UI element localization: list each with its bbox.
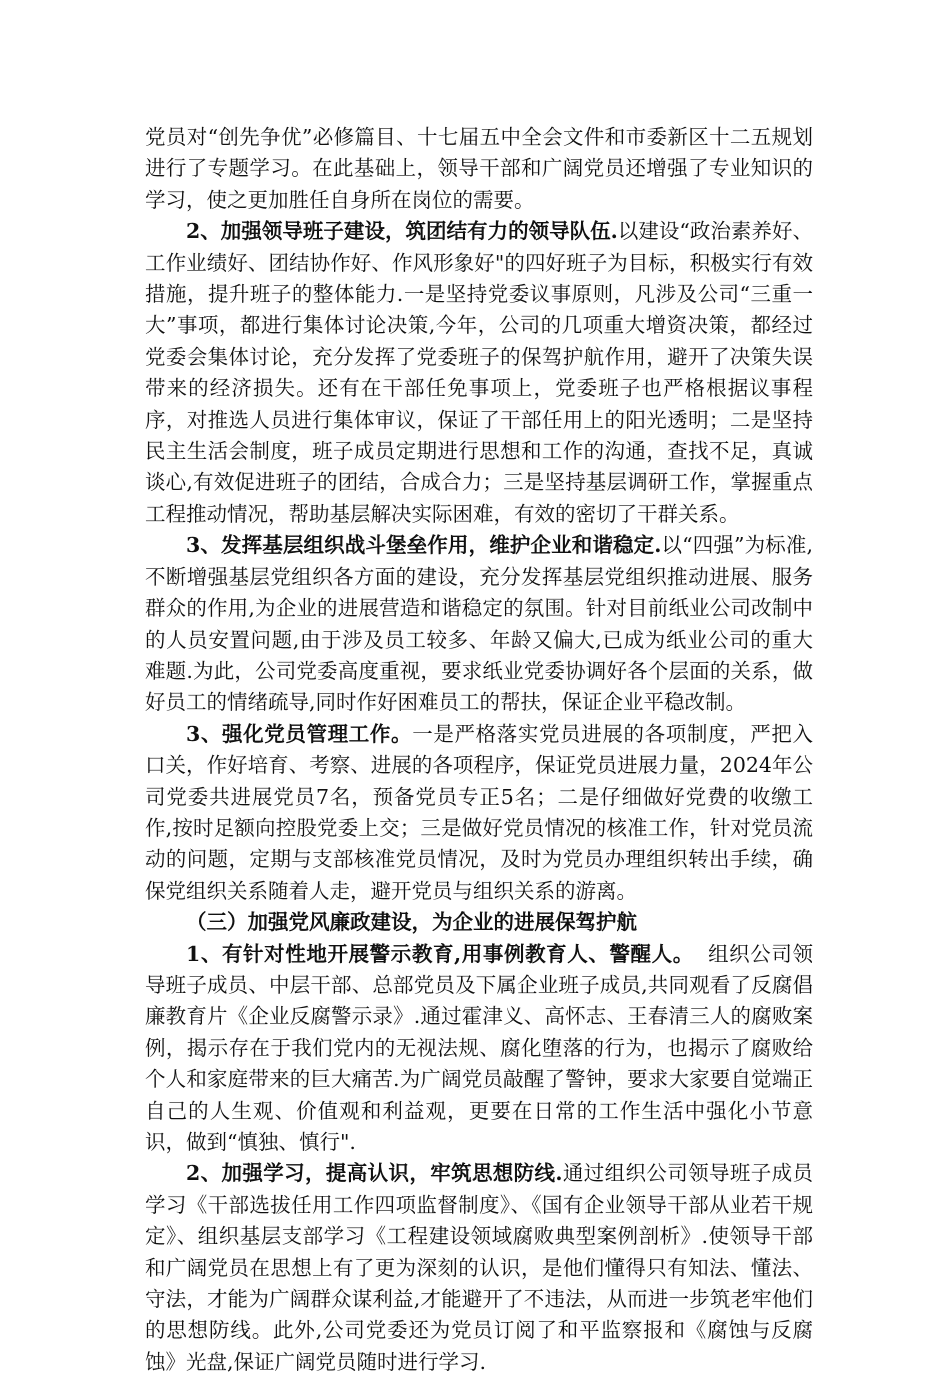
paragraph-member-management-lead: 3、强化党员管理工作。	[186, 721, 413, 746]
document-page	[145, 122, 813, 1378]
paragraph-leadership-team-body: 以建设“政治素养好、工作业绩好、团结协作好、作风形象好"的四好班子为目标，积极实行有效措施，提升班子的整体能力.一是坚持党委议事原则，凡涉及公司“三重一大”事项，都进行集体讨论决策,今年，公司的几项重大增资决策，都经过党委会集体讨论，充分发挥了党委班子的保驾护航作用，避开了决策失误带来的经济损失。还有在干部任免事项上，党委班子也严格根据议事程序，对推选人员进行集体审议，保证了干部任用上的阳光透明；二是坚持民主生活会制度，班子成员定期进行思想和工作的沟通，查找不足，真诚谈心,有效促进班子的团结，合成合力；三是坚持基层调研工作，掌握重点工程推动情况，帮助基层解决实际困难，有效的密切了干群关系。	[145, 219, 813, 526]
paragraph-leadership-team	[145, 216, 813, 530]
paragraph-study-text: 党员对“创先争优”必修篇目、十七届五中全会文件和市委新区十二五规划进行了专题学习。在此基础上，领导干部和广阔党员还增强了专业知识的学习，使之更加胜任自身所在岗位的需要。	[145, 125, 813, 212]
paragraph-ideological-defense-body: 通过组织公司领导班子成员学习《干部选拔任用工作四项监督制度》、《国有企业领导干部从业若干规定》、组织基层支部学习《工程建设领域腐败典型案例剖析》.使领导干部和广阔党员在思想上有了更为深刻的认识，是他们懂得只有知法、懂法、守法，才能为广阔群众谋利益,才能避开了不违法，从而进一步筑老牢他们的思想防线。此外,公司党委还为党员订阅了和平监察报和《腐蚀与反腐蚀》光盘,保证广阔党员随时进行学习.	[145, 1161, 813, 1374]
paragraph-warning-education-lead: 1、有针对性地开展警示教育,用事例教育人、警醒人。	[186, 941, 694, 966]
paragraph-leadership-team-lead: 2、加强领导班子建设，筑团结有力的领导队伍.	[186, 219, 618, 244]
paragraph-member-management	[145, 719, 813, 907]
paragraph-study	[145, 122, 813, 216]
paragraph-grassroots	[145, 530, 813, 718]
paragraph-warning-education	[145, 939, 813, 1159]
paragraph-grassroots-lead: 3、发挥基层组织战斗堡垒作用，维护企业和谐稳定.	[186, 533, 662, 558]
paragraph-warning-education-body: 组织公司领导班子成员、中层干部、总部党员及下属企业班子成员,共同观看了反腐倡廉教育片《企业反腐警示录》.通过霍津义、高怀志、王春清三人的腐败案例，揭示存在于我们党内的无视法规、腐化堕落的行为，也揭示了腐败给个人和家庭带来的巨大痛苦.为广阔党员敲醒了警钟，要求大家要自觉端正自己的人生观、价值观和利益观，更要在日常的工作生活中强化小节意识，做到“慎独、慎行".	[145, 941, 813, 1154]
paragraph-member-management-body: 一是严格落实党员进展的各项制度，严把入口关，作好培育、考察、进展的各项程序，保证党员进展力量，2024年公司党委共进展党员7名，预备党员专正5名；二是仔细做好党费的收缴工作,按时足额向控股党委上交；三是做好党员情况的核准工作，针对党员流动的问题，定期与支部核准党员情况，及时为党员办理组织转出手续，确保党组织关系随着人走，避开党员与组织关系的游离。	[145, 721, 814, 903]
paragraph-grassroots-body: 以“四强”为标准,不断增强基层党组织各方面的建设，充分发挥基层党组织推动进展、服务群众的作用,为企业的进展营造和谐稳定的氛围。针对目前纸业公司改制中的人员安置问题,由于涉及员工较多、年龄又偏大,已成为纸业公司的重大难题.为此，公司党委高度重视，要求纸业党委协调好各个层面的关系，做好员工的情绪疏导,同时作好困难员工的帮扶，保证企业平稳改制。	[145, 533, 813, 715]
paragraph-ideological-defense	[145, 1158, 813, 1378]
section-heading-3: （三）加强党风廉政建设，为企业的进展保驾护航	[186, 910, 637, 935]
paragraph-ideological-defense-lead: 2、加强学习，提高认识，牢筑思想防线.	[186, 1161, 563, 1186]
